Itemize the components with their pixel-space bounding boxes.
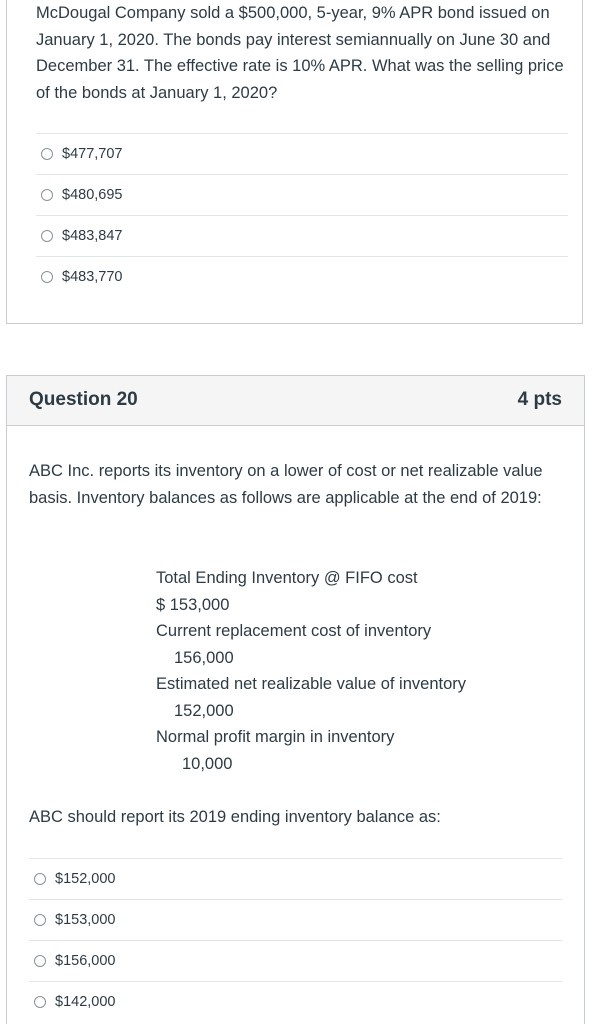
question-20-card [6,375,585,1024]
answer-label: $152,000 [55,871,116,887]
answer-option[interactable] [36,133,568,174]
answer-label: $477,707 [62,146,123,162]
radio-button[interactable] [34,996,46,1008]
answer-label: $480,695 [62,187,123,203]
inventory-balances [156,565,466,777]
margin-value: 10,000 [182,754,233,773]
replacement-value: 156,000 [174,648,234,667]
margin-label: Normal profit margin in inventory [156,728,395,746]
question-header [7,376,584,426]
question-19-text: McDougal Company sold a $500,000, 5-year, 9% APR bond issued on January 1, 2020. The bonds pay interest semiannually on June 30 and December 31. The effective rate is 10% APR. What was the selling price of the bonds at January 1, 2020? [36,4,564,102]
nrv-label: Estimated net realizable value of inventory [156,675,467,693]
radio-button[interactable] [41,230,53,242]
question-20-text: ABC Inc. reports its inventory on a lower of cost or net realizable value basis. Inventory balances as follows are applicable at the end of 2019: [29,462,543,507]
answer-option[interactable] [36,256,568,297]
question-points: 4 pts [517,389,562,410]
radio-button[interactable] [41,148,53,160]
question-20-answers [29,858,562,1022]
answer-label: $156,000 [55,953,116,969]
replacement-label: Current replacement cost of inventory [156,622,432,640]
answer-label: $142,000 [55,994,116,1010]
radio-button[interactable] [34,955,46,967]
radio-button[interactable] [41,271,53,283]
question-19-card [6,0,583,324]
question-title: Question 20 [29,389,138,410]
answer-option[interactable] [29,858,562,899]
answer-label: $483,847 [62,228,123,244]
answer-option[interactable] [36,215,568,256]
answer-option[interactable] [29,940,562,981]
fifo-label: Total Ending Inventory @ FIFO cost [156,569,418,587]
nrv-value: 152,000 [174,701,234,720]
fifo-value: $ 153,000 [156,595,230,614]
radio-button[interactable] [34,873,46,885]
radio-button[interactable] [41,189,53,201]
answer-option[interactable] [29,899,562,940]
answer-label: $153,000 [55,912,116,928]
answer-option[interactable] [29,981,562,1022]
question-19-answers [36,133,568,297]
answer-label: $483,770 [62,269,123,285]
answer-option[interactable] [36,174,568,215]
radio-button[interactable] [34,914,46,926]
question-20-prompt: ABC should report its 2019 ending inventory balance as: [29,808,441,826]
